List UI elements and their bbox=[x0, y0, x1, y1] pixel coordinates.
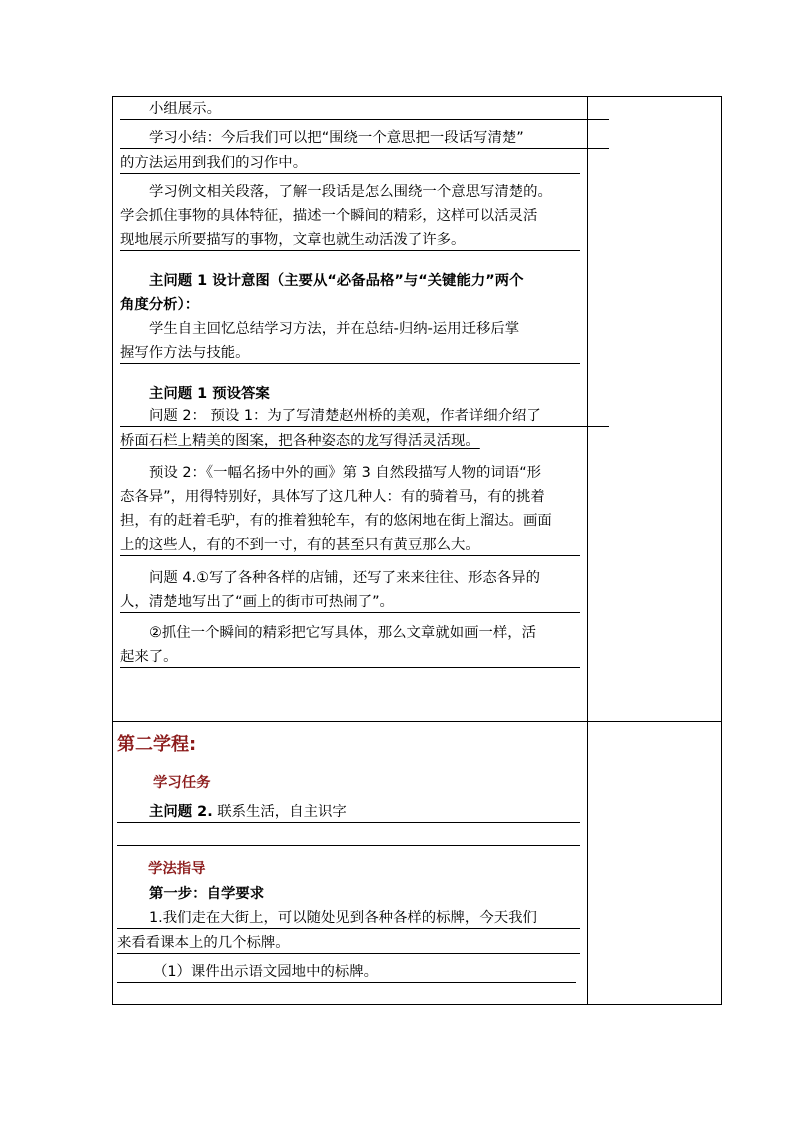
main-question-line bbox=[117, 802, 580, 823]
content-cell bbox=[113, 722, 588, 1005]
answer-line: 态各异”，用得特别好，具体写了这几种人：有的骑着马，有的挑着 bbox=[120, 489, 545, 505]
table-row bbox=[113, 722, 722, 1005]
answer-line: 问题 4.①写了各种各样的店铺，还写了来来往往、形态各异的 bbox=[149, 570, 540, 586]
design-intent-text: 握写作方法与技能。 bbox=[120, 343, 580, 364]
text-line: 的方法运用到我们的习作中。 bbox=[120, 153, 580, 174]
section-1-content bbox=[113, 99, 587, 668]
step-item: （1）课件出示语文园地中的标牌。 bbox=[117, 962, 576, 983]
section-2-content bbox=[113, 732, 587, 983]
text-line: 小组展示。 bbox=[120, 99, 609, 120]
lesson-plan-table bbox=[112, 96, 722, 1005]
answer-line: 担，有的赶着毛驴，有的推着独轮车，有的悠闲地在街上溜达。画面 bbox=[120, 513, 552, 529]
step-text: 来看看课本上的几个标牌。 bbox=[117, 933, 580, 954]
answer-line: ②抓住一个瞬间的精彩把它写具体，那么文章就如画一样，活 bbox=[149, 625, 537, 641]
text-line: 学习小结：今后我们可以把“围绕一个意思把一段话写清楚” bbox=[120, 128, 609, 149]
main-question-label: 主问题 2. bbox=[149, 804, 213, 820]
answer-line: 问题 2： 预设 1：为了写清楚赵州桥的美观，作者详细介绍了 bbox=[120, 406, 609, 427]
design-intent-heading: 主问题 1 设计意图（主要从“必备品格”与“关键能力”两个 bbox=[149, 273, 524, 289]
preset-answer-heading: 主问题 1 预设答案 bbox=[149, 386, 270, 402]
answer-text: 桥面石栏上精美的图案，把各种姿态的龙写得活灵活现。 bbox=[120, 433, 480, 449]
step-text: 1.我们走在大街上，可以随处见到各种各样的标牌，今天我们 bbox=[117, 908, 580, 929]
notes-cell bbox=[588, 722, 722, 1005]
answer-line: 预设 2：《一幅名扬中外的画》第 3 自然段描写人物的词语“形 bbox=[149, 465, 542, 481]
blank-answer-line bbox=[117, 825, 580, 846]
table-row bbox=[113, 97, 722, 722]
main-question-text: 联系生活，自主识字 bbox=[212, 804, 347, 820]
task-heading: 学习任务 bbox=[153, 775, 211, 791]
text-line: 学习例文相关段落，了解一段话是怎么围绕一个意思写清楚的。 bbox=[149, 184, 552, 200]
section-title: 第二学程: bbox=[117, 734, 197, 755]
method-heading: 学法指导 bbox=[148, 861, 206, 877]
text-line: 现地展示所要描写的事物，文章也就生动活泼了许多。 bbox=[120, 230, 580, 251]
step-heading: 第一步：自学要求 bbox=[149, 886, 265, 902]
answer-line: 起来了。 bbox=[120, 647, 580, 668]
content-cell bbox=[113, 97, 588, 722]
design-intent-heading-cont: 角度分析）： bbox=[120, 297, 200, 313]
text-line: 学会抓住事物的具体特征，描述一个瞬间的精彩，这样可以活灵活 bbox=[120, 208, 538, 224]
answer-line bbox=[120, 431, 581, 451]
answer-line: 人，清楚地写出了“画上的街市可热闹了”。 bbox=[120, 592, 580, 613]
answer-line: 上的这些人，有的不到一寸，有的甚至只有黄豆那么大。 bbox=[120, 535, 580, 556]
design-intent-text: 学生自主回忆总结学习方法，并在总结-归纳-运用迁移后掌 bbox=[149, 321, 520, 337]
